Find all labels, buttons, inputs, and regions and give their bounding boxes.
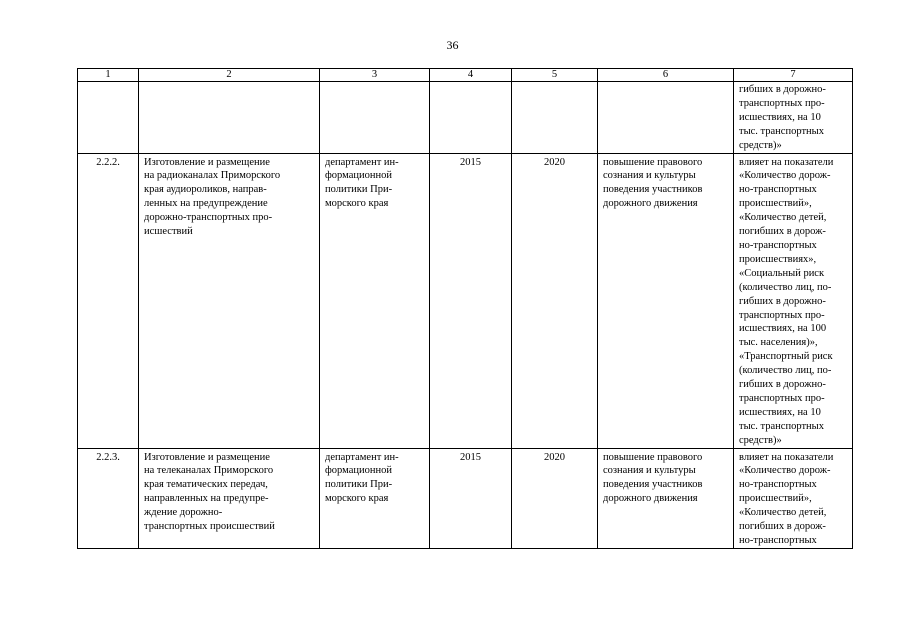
item-result: повышение правового сознания и культуры поведения участников дорожного движения (598, 153, 734, 448)
item-end-year: 2020 (512, 448, 598, 548)
program-table (77, 68, 853, 549)
cont-cell-1 (78, 82, 139, 154)
header-col-7: 7 (734, 69, 853, 82)
header-col-3: 3 (320, 69, 430, 82)
item-executor: департамент ин- формационной политики При- морского края (320, 448, 430, 548)
header-row (78, 69, 853, 82)
item-number: 2.2.3. (78, 448, 139, 548)
cont-cell-6 (598, 82, 734, 154)
header-col-6: 6 (598, 69, 734, 82)
table-row (78, 448, 853, 548)
cont-cell-4 (430, 82, 512, 154)
item-number: 2.2.2. (78, 153, 139, 448)
item-executor: департамент ин- формационной политики При- морского края (320, 153, 430, 448)
item-start-year: 2015 (430, 448, 512, 548)
continuation-row (78, 82, 853, 154)
item-start-year: 2015 (430, 153, 512, 448)
item-result: повышение правового сознания и культуры поведения участников дорожного движения (598, 448, 734, 548)
item-name: Изготовление и размещение на радиоканалах Приморского края аудиороликов, направ- ленных на предупреждение дорожно-транспортных про- исшествий (139, 153, 320, 448)
item-impact: влияет на показатели «Количество дорож- но-транспортных происшествий», «Количество детей, погибших в дорож- но-транспортных происшествиях», «Социальный риск (количество лиц, по- гибших в дорожно- транспортных про- исшествиях, на 100 тыс. населения)», «Транспортный риск (количество лиц, по- гибших в дорожно- транспортных про- исшествиях, на 10 тыс. транспортных средств)» (734, 153, 853, 448)
header-col-5: 5 (512, 69, 598, 82)
item-end-year: 2020 (512, 153, 598, 448)
cont-cell-5 (512, 82, 598, 154)
header-col-2: 2 (139, 69, 320, 82)
item-impact: влияет на показатели «Количество дорож- но-транспортных происшествий», «Количество детей, погибших в дорож- но-транспортных (734, 448, 853, 548)
header-col-4: 4 (430, 69, 512, 82)
header-col-1: 1 (78, 69, 139, 82)
page-number: 36 (446, 38, 459, 52)
table-row (78, 153, 853, 448)
cont-cell-3 (320, 82, 430, 154)
cont-cell-2 (139, 82, 320, 154)
item-name: Изготовление и размещение на телеканалах Приморского края тематических передач, направленных на предупре- ждение дорожно- транспортных происшествий (139, 448, 320, 548)
cont-impact-cell: гибших в дорожно- транспортных про- исшествиях, на 10 тыс. транспортных средств)» (734, 82, 853, 154)
